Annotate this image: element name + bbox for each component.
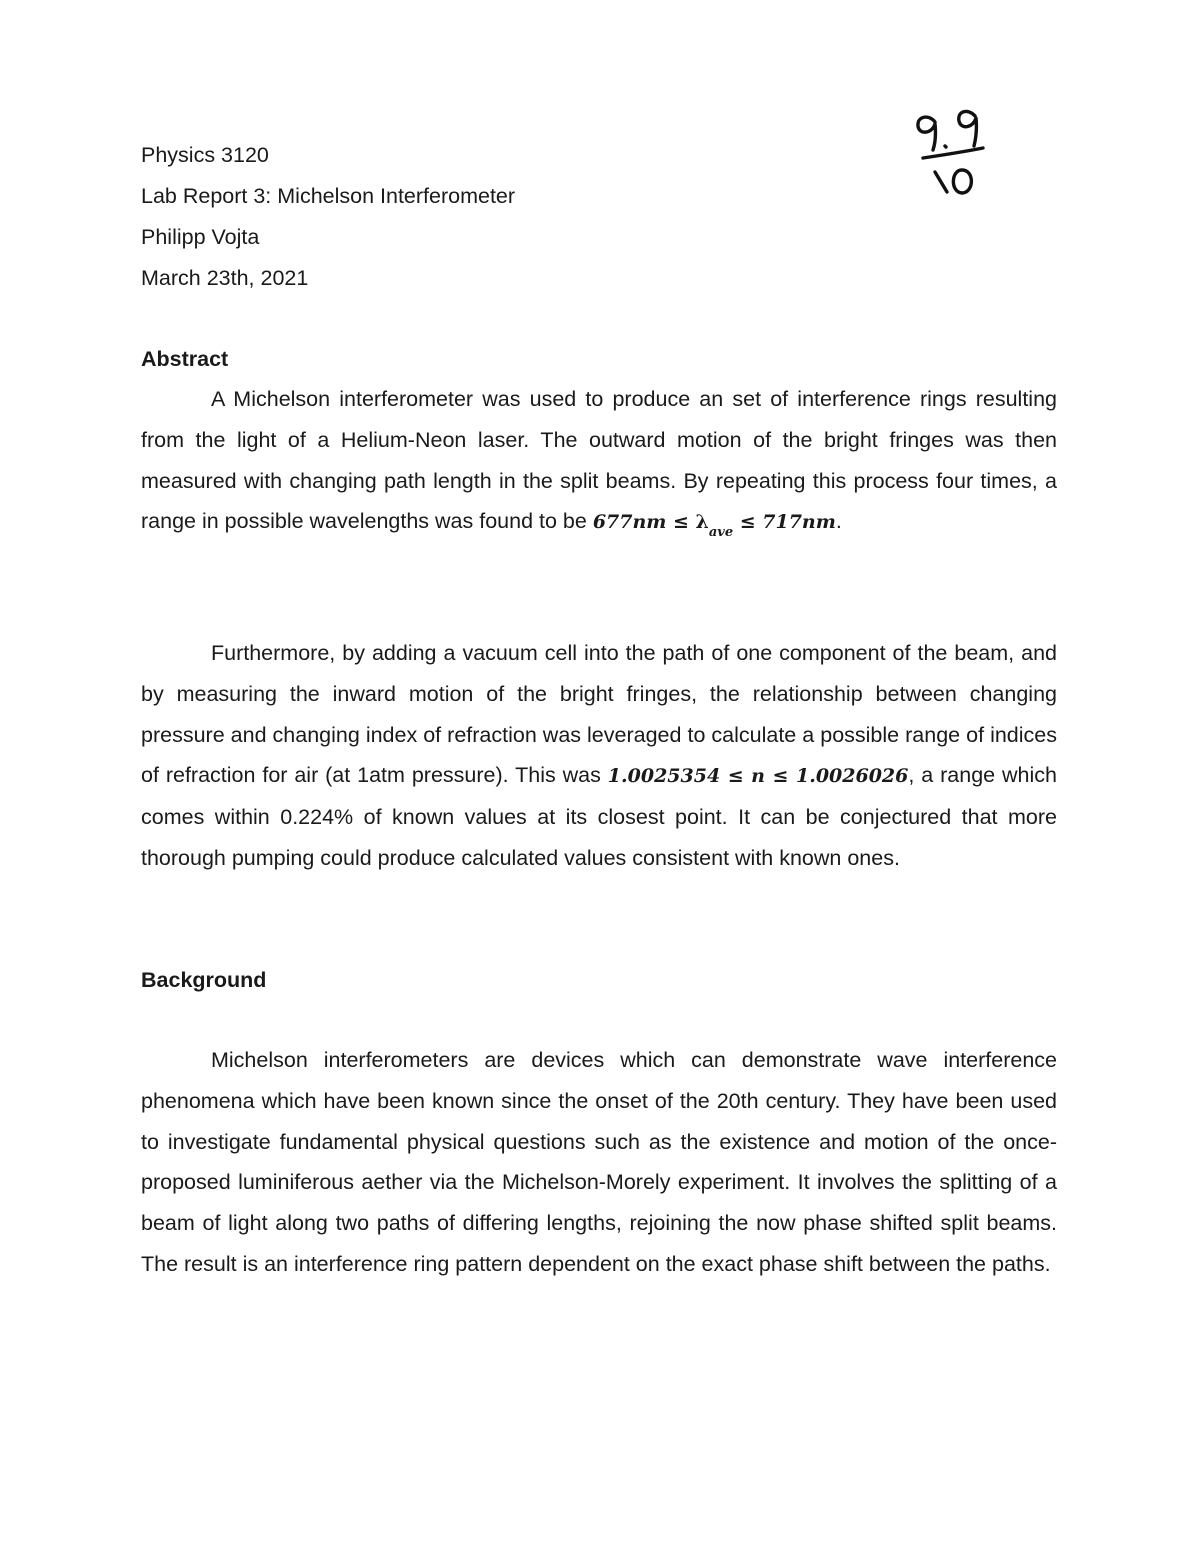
report-title: Lab Report 3: Michelson Interferometer: [141, 184, 516, 208]
background-paragraph-1: [141, 1040, 1057, 1285]
wavelength-upper-bound: ≤ 717nm: [733, 511, 836, 534]
report-date: March 23th, 2021: [141, 266, 309, 290]
lambda-subscript: ave: [708, 525, 734, 541]
course-title: Physics 3120: [141, 143, 269, 167]
abstract-p2-text: Furthermore, by adding a vacuum cell into the path of one component of the beam, and by measuring the inward motion of the bright fringes, the relationship between changing pressure and changing index of refraction was leveraged to calculate a possible range of indices of refraction for air (at 1atm pressure). This was: [141, 641, 1057, 788]
refraction-index-range: 1.0025354 ≤ n ≤ 1.0026026: [607, 765, 909, 788]
background-p1-text: Michelson interferometers are devices which can demonstrate wave interference phenomena which have been known since the onset of the 20th century. They have been used to investigate fundamental physical questions such as the existence and motion of the once-proposed luminiferous aether via the Michelson-Morely experiment. It involves the splitting of a beam of light along two paths of differing lengths, rejoining the now phase shifted split beams. The result is an interference ring pattern dependent on the exact phase shift between the paths.: [141, 1048, 1057, 1276]
abstract-paragraph-2: [141, 633, 1057, 879]
background-heading: Background: [141, 968, 267, 992]
abstract-heading: Abstract: [141, 347, 229, 371]
wavelength-range-equation: [592, 511, 836, 541]
abstract-p2-text-after: , a range which comes within 0.224% of known values at its closest point. It can be conjectured that more thorough pumping could produce calculated values consistent with known ones.: [141, 763, 1057, 870]
handwritten-grade: [905, 100, 995, 210]
author-name: Philipp Vojta: [141, 225, 260, 249]
abstract-p1-period: .: [835, 509, 842, 534]
lambda-symbol: λ: [695, 511, 709, 534]
wavelength-lower-bound: 677nm ≤: [592, 511, 696, 534]
abstract-p1-text: A Michelson interferometer was used to produce an set of interference rings resulting from the light of a Helium-Neon laser. The outward motion of the bright fringes was then measured with changing path length in the split beams. By repeating this process four times, a range in possible wavelengths was found to be: [141, 387, 1057, 534]
abstract-paragraph-1: [141, 379, 1057, 546]
